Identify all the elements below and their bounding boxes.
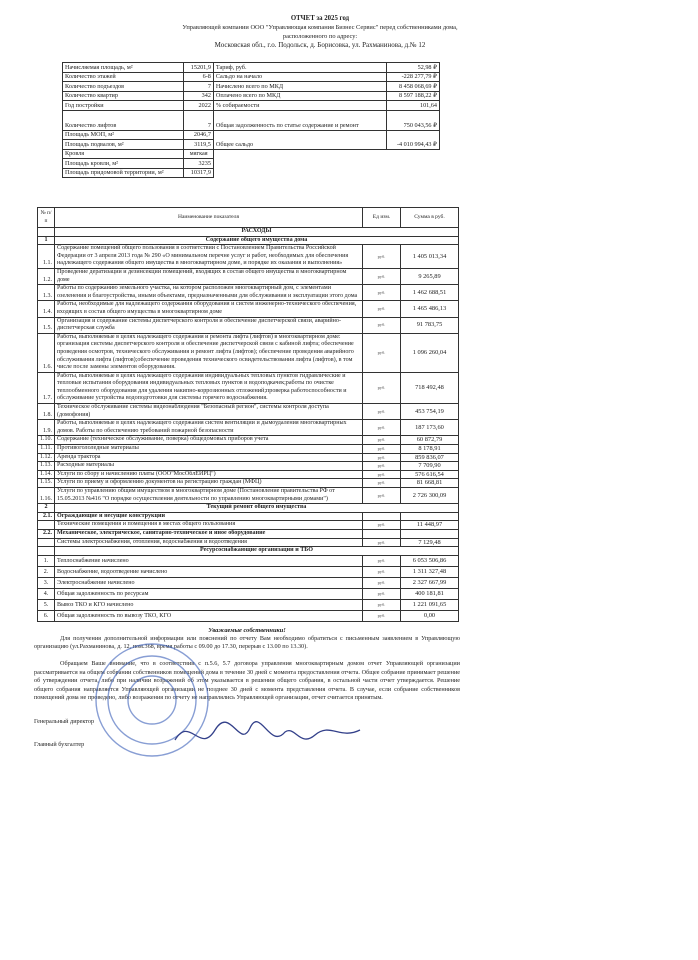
info-label: Оплачено всего по МКД (213, 91, 386, 101)
table-row (38, 588, 459, 599)
col-number: № п/п (38, 208, 55, 228)
row-number: 1.1. (38, 245, 55, 269)
row-sum: 1 221 091,65 (401, 599, 459, 610)
info-label: Количество этажей (63, 72, 184, 82)
col-name: Наименование показателя (55, 208, 363, 228)
table-row (38, 566, 459, 577)
row-number: 1.13. (38, 462, 55, 471)
section-number: 1 (38, 236, 55, 245)
info-value: 10317,9 (184, 168, 213, 178)
row-sum: 81 668,81 (401, 479, 459, 488)
info-label: Начисляемая площадь, м² (63, 63, 184, 73)
row-unit: руб. (363, 470, 401, 479)
info-row (63, 91, 440, 101)
row-name: Системы электроснабжения, отопления, водоснабжения и водоотведения (55, 538, 363, 547)
contact-paragraph: Для получения дополнительной информации или пояснений по отчету Вам необходимо обратиться с письменным заявлением в Управляющую организацию (ул.Рахманинова, д. 12, пом.368, время работы с 09.00 до 17.30, перерыв с 13.00 по 13.30). (34, 634, 460, 651)
expenses-table (37, 207, 459, 622)
row-unit: руб. (363, 538, 401, 547)
row-sum: 9 265,89 (401, 268, 459, 284)
row-sum: 60 872,79 (401, 436, 459, 445)
row-name: Общая задолженность по ресурсам (55, 588, 363, 599)
row-sum: 576 616,54 (401, 470, 459, 479)
row-sum: 8 178,91 (401, 445, 459, 454)
info-row (63, 110, 440, 130)
table-row (38, 268, 459, 284)
section-title: Содержание общего имущества дома (55, 236, 459, 245)
row-sum: 1 096 260,04 (401, 333, 459, 372)
section-row (38, 504, 459, 513)
table-row (38, 521, 459, 530)
table-row (38, 436, 459, 445)
table-row (38, 479, 459, 488)
info-row (63, 63, 440, 73)
subsection-title: Механическое, электрическое, санитарно-техническое и иное оборудование (55, 529, 363, 538)
subsection-row (38, 529, 459, 538)
info-label: Количество квартир (63, 91, 184, 101)
empty-cell (213, 149, 439, 159)
row-name: Работы по содержанию земельного участка, на котором расположен многоквартирный дом, с элементами озеленения и благоустройства, иными объектами, предназначенными для обслуживания и эксплуатации этого дома (55, 285, 363, 301)
row-number: 1.2. (38, 268, 55, 284)
info-label: Площадь подвалов, м² (63, 140, 184, 150)
row-number: 1.5. (38, 317, 55, 333)
row-number: 5. (38, 599, 55, 610)
row-sum: 1 462 688,51 (401, 285, 459, 301)
report-title: ОТЧЕТ за 2025 год (290, 15, 350, 22)
director-label: Генеральный директор (34, 717, 95, 725)
info-label: Общее сальдо (213, 130, 386, 149)
row-unit: руб. (363, 599, 401, 610)
row-sum: 2 327 667,99 (401, 577, 459, 588)
row-number: 4. (38, 588, 55, 599)
info-label: Площадь МОП, м² (63, 130, 184, 140)
row-name: Услуги по управлению общим имуществом в многоквартирном доме (Постановление правительства РФ от 15.05.2013 №416 "О порядке осуществления деятельности по управлению многоквартирными домами") (55, 488, 363, 504)
row-name: Работы, необходимые для надлежащего содержания оборудования и систем инженерно-технического обеспечения, входящих в состав общего имущества в многоквартирном доме (55, 301, 363, 317)
info-value: 7 (184, 110, 213, 130)
info-value: 2046,7 (184, 130, 213, 140)
row-name: Работы, выполняемые в целях надлежащего содержания и ремонта лифта (лифтов) в многоквартирном доме: организация системы диспетчерского контроля и обеспечение диспетчерской связи с кабиной лифта; обеспечение проведения осмотров, технического обслуживания и ремонт лифта (лифтов); обеспечение проведения аварийного обслуживания лифта (лифтов);обеспечение проведения технического освидетельствования лифта (лифтов), в том числе после замены элементов оборудования. (55, 333, 363, 372)
info-value: 101,64 (387, 101, 440, 111)
row-name: Общая задолженность по вывозу ТКО, КГО (55, 610, 363, 621)
row-unit: руб. (363, 462, 401, 471)
row-sum: 859 836,07 (401, 453, 459, 462)
row-number: 1. (38, 555, 55, 566)
notice-paragraph: Обращаем Ваше внимание, что в соответствии с п.5.6, 5.7 договора управления многоквартирным домом отчет Управляющей организации рассматривается на общем собрании собственников помещений дома в течение 30 дней с момента предоставления отчета. Общее собрание принимает решение об утверждении отчета, либо при наличии возражений об этом указывается в решении общего собрания, в остальной части отчет утверждается. Решение общего собрания направляется Управляющей организации не позднее 30 дней с момента представления отчета. В случае, если собрание собственников помещений дома не проведено, либо возражения по отчету не направлялись Управляющей организации, отчет считается принятым. (34, 659, 460, 702)
table-row (38, 555, 459, 566)
row-name: Аренда трактора (55, 453, 363, 462)
signature-icon (170, 710, 370, 760)
info-row (63, 159, 440, 169)
section-number: 2 (38, 504, 55, 513)
row-unit: руб. (363, 420, 401, 436)
row-number: 1.4. (38, 301, 55, 317)
row-sum: 6 053 506,86 (401, 555, 459, 566)
row-unit: руб. (363, 245, 401, 269)
row-number: 1.14. (38, 470, 55, 479)
row-unit: руб. (363, 317, 401, 333)
row-unit: руб. (363, 610, 401, 621)
row-unit: руб. (363, 453, 401, 462)
info-row (63, 101, 440, 111)
table-row (38, 372, 459, 403)
row-unit: руб. (363, 436, 401, 445)
info-label: % собираемости (213, 101, 386, 111)
row-unit: руб. (363, 404, 401, 420)
row-name: Услуги по сбору и начислению платы (ООО"МосОблЕИРЦ") (55, 470, 363, 479)
building-info-table (62, 62, 440, 178)
row-name: Расходные материалы (55, 462, 363, 471)
info-value: 3235 (184, 159, 213, 169)
report-subtitle-2: расположенного по адресу: (282, 33, 358, 40)
row-number: 1.10. (38, 436, 55, 445)
row-name: Работы, выполняемые в целях надлежащего содержания индивидуальных тепловых пунктов гидравлические и тепловые испытания оборудования индивидуальных тепловых пунктов и водоподкачек;работы по очистке теплообменного оборудования для удаления накипно-коррозионных отложений;проверка работоспособности и обслуживание устройства водоподготовки для системы горячего водоснабжения. (55, 372, 363, 403)
row-number: 1.12. (38, 453, 55, 462)
table-row (38, 420, 459, 436)
table-row (38, 577, 459, 588)
row-unit: руб. (363, 268, 401, 284)
row-unit: руб. (363, 372, 401, 403)
table-row (38, 599, 459, 610)
info-label: Площадь придомовой территории, м² (63, 168, 184, 178)
table-row (38, 470, 459, 479)
table-header-row (38, 208, 459, 228)
expenses-heading-row (38, 228, 459, 237)
info-label: Количество подъездов (63, 82, 184, 92)
row-name: Содержание помещений общего пользования в соответствии с Постановлением Правительства Российской Федерации от 3 апреля 2013 года № 290 «О минимальном перечне услуг и работ, необходимых для обеспечения надлежащего содержания общего имущества в многоквартирном доме, и порядке их оказания и выполнения» (55, 245, 363, 269)
table-row (38, 445, 459, 454)
row-unit: руб. (363, 479, 401, 488)
row-number: 6. (38, 610, 55, 621)
table-row (38, 538, 459, 547)
row-name: Противогололедные материалы (55, 445, 363, 454)
info-value: 750 043,56 ₽ (387, 110, 440, 130)
row-number: 1.9. (38, 420, 55, 436)
row-unit: руб. (363, 333, 401, 372)
empty-cell (213, 168, 439, 178)
row-name: Вывоз ТКО и КГО начислено (55, 599, 363, 610)
row-sum: 91 783,75 (401, 317, 459, 333)
row-sum: 718 492,48 (401, 372, 459, 403)
row-sum: 0,00 (401, 610, 459, 621)
info-value: -4 010 994,43 ₽ (387, 130, 440, 149)
subsection-number: 2.2. (38, 529, 55, 538)
table-row (38, 488, 459, 504)
info-value: 8 597 188,22 ₽ (387, 91, 440, 101)
report-body (34, 207, 460, 749)
row-name: Услуги по приему и оформлению документов на регистрацию граждан (МФЦ) (55, 479, 363, 488)
row-sum: 400 181,81 (401, 588, 459, 599)
row-sum: 7 129,48 (401, 538, 459, 547)
row-number: 1.15. (38, 479, 55, 488)
row-unit: руб. (363, 285, 401, 301)
row-sum: 1 405 013,34 (401, 245, 459, 269)
table-row (38, 317, 459, 333)
col-unit: Ед изм. (363, 208, 401, 228)
section-title: Ресурсоснабжающие организации и ТБО (55, 547, 459, 556)
info-label: Общая задолженность по статье содержание и ремонт (213, 110, 386, 130)
subsection-number: 2.1. (38, 512, 55, 521)
expenses-heading: РАСХОДЫ (55, 228, 459, 237)
row-name: Водоснабжение, водоотведение начислено (55, 566, 363, 577)
info-label: Площадь кровли, м² (63, 159, 184, 169)
info-value: 7 (184, 82, 213, 92)
row-name: Технические помещения и помещения в местах общего пользования (55, 521, 363, 530)
info-value: -228 277,79 ₽ (387, 72, 440, 82)
row-unit: руб. (363, 588, 401, 599)
greeting: Уважаемые собственники! (208, 626, 286, 634)
info-value: 52,98 ₽ (387, 63, 440, 73)
info-row (63, 149, 440, 159)
row-name: Содержание (техническое обслуживание, поверка) общедомовых приборов учета (55, 436, 363, 445)
table-row (38, 333, 459, 372)
row-number: 1.6. (38, 333, 55, 372)
footer (34, 626, 460, 749)
subsection-title: Ограждающие и несущие конструкции (55, 512, 363, 521)
row-sum: 11 448,97 (401, 521, 459, 530)
info-value: мягкая (184, 149, 213, 159)
report-header (60, 14, 580, 50)
info-value: 8 458 068,69 ₽ (387, 82, 440, 92)
row-number: 3. (38, 577, 55, 588)
row-name: Теплоснабжение начислено (55, 555, 363, 566)
row-number: 2. (38, 566, 55, 577)
info-label: Сальдо на начало (213, 72, 386, 82)
info-label: Год постройки (63, 101, 184, 111)
info-value: 2022 (184, 101, 213, 111)
table-row (38, 301, 459, 317)
row-number: 1.7. (38, 372, 55, 403)
row-unit: руб. (363, 301, 401, 317)
row-unit: руб. (363, 577, 401, 588)
row-name: Организация и содержание системы диспетчерского контроля и обеспечение диспетчерской связи, аварийно-диспетчерская служба (55, 317, 363, 333)
row-sum: 1 311 327,48 (401, 566, 459, 577)
subsection-row (38, 512, 459, 521)
info-value: 15201,9 (184, 63, 213, 73)
table-row (38, 245, 459, 269)
row-sum: 453 754,19 (401, 404, 459, 420)
accountant-label: Главный бухгалтер (34, 740, 85, 748)
info-value: 342 (184, 91, 213, 101)
info-value: 6-8 (184, 72, 213, 82)
section-row (38, 547, 459, 556)
row-name: Проведение дератизации и дезинсекции помещений, входящих в состав общего имущества в многоквартирном доме (55, 268, 363, 284)
info-row (63, 82, 440, 92)
report-address: Московская обл., г.о. Подольск, д. Борисовка, ул. Рахманинова, д.№ 12 (214, 41, 426, 49)
row-name: Работы, выполняемые в целях надлежащего содержания систем вентиляции и дымоудаления многоквартирных домов. Работы по обеспечению требований пожарной безопасности (55, 420, 363, 436)
row-unit: руб. (363, 566, 401, 577)
table-row (38, 404, 459, 420)
info-label: Количество лифтов (63, 110, 184, 130)
row-sum: 2 726 300,09 (401, 488, 459, 504)
row-unit: руб. (363, 445, 401, 454)
row-name: Электроснабжение начислено (55, 577, 363, 588)
row-number: 1.8. (38, 404, 55, 420)
table-row (38, 462, 459, 471)
row-number: 1.11. (38, 445, 55, 454)
info-row (63, 72, 440, 82)
row-unit: руб. (363, 521, 401, 530)
table-row (38, 453, 459, 462)
info-row (63, 130, 440, 140)
info-value: 3119,5 (184, 140, 213, 150)
row-name: Техническое обслуживание системы видеонаблюдения "Безопасный регион", системы контроля доступа (домофония) (55, 404, 363, 420)
info-label: Кровля (63, 149, 184, 159)
info-label: Начислено всего по МКД (213, 82, 386, 92)
table-row (38, 610, 459, 621)
section-title: Текущий ремонт общего имущества (55, 504, 459, 513)
row-number: 1.3. (38, 285, 55, 301)
row-sum: 1 465 486,13 (401, 301, 459, 317)
row-sum: 187 173,60 (401, 420, 459, 436)
row-unit: руб. (363, 488, 401, 504)
row-unit: руб. (363, 555, 401, 566)
table-row (38, 285, 459, 301)
section-row (38, 236, 459, 245)
info-label: Тариф, руб. (213, 63, 386, 73)
col-sum: Сумма в руб. (401, 208, 459, 228)
empty-cell (213, 159, 439, 169)
info-row (63, 168, 440, 178)
row-number: 1.16. (38, 488, 55, 504)
row-sum: 7 709,90 (401, 462, 459, 471)
report-subtitle: Управляющей компании ООО "Управляющая компания Бизнес Сервис" перед собственниками дома, (182, 24, 458, 31)
